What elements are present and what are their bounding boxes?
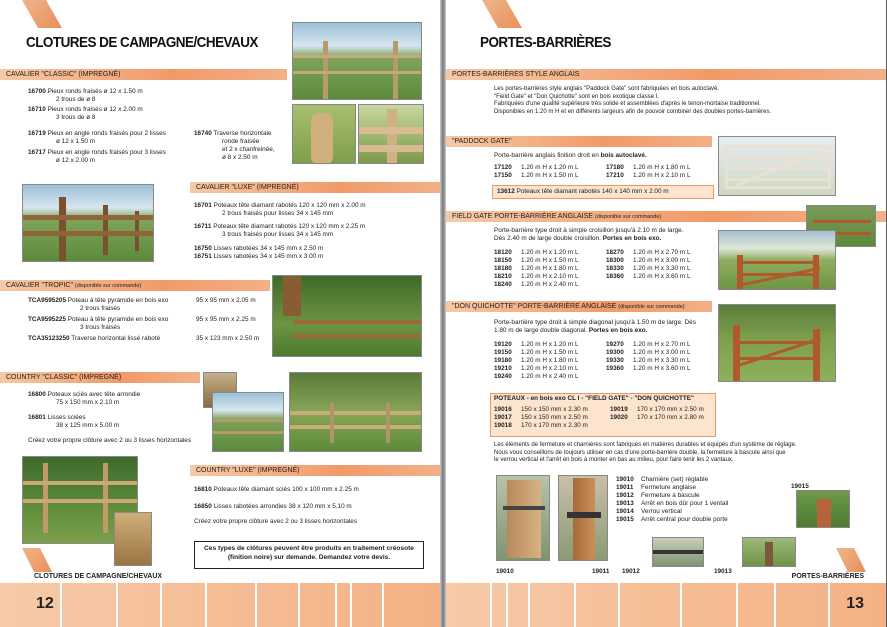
- wood-stop-photo: [742, 537, 796, 567]
- product-item: 16800 Poteaux sciés avec tête arrondie: [28, 391, 141, 398]
- creosote-notice: Ces types de clôtures peuvent être produits en traitement créosote (finition noire) sur demande. Demandez votre devis.: [194, 541, 424, 569]
- field-gate-item: 18240 1.20 m H x 2.40 m L: [494, 281, 579, 288]
- hinge-photo: [496, 475, 550, 561]
- corner-decoration: [22, 548, 52, 572]
- don-quichotte-item: 19240 1.20 m H x 2.40 m L: [494, 373, 579, 380]
- english-latch-photo: [558, 475, 608, 561]
- product-item: TCA35123250 Traverse horizontal lissé raboté: [28, 335, 161, 342]
- page-number: 13: [846, 595, 864, 612]
- product-item: 16701 Poteaux tête diamant rabotés 120 x 120 mm x 2.00 m: [194, 202, 366, 209]
- paddock-item: 17120 1.20 m H x 1.20 m L: [494, 164, 579, 171]
- section-header-field-gate: FIELD GATE PORTE-BARRIÈRE ANGLAISE (disponible sur commande): [446, 211, 886, 222]
- section-header-cavalier-tropic: CAVALIER "TROPIC" (disponible sur commande): [0, 280, 270, 291]
- don-quichotte-item: 19120 1.20 m H x 1.20 m L: [494, 341, 579, 348]
- don-quichotte-photo: [718, 304, 836, 382]
- product-detail: et 2 x chanfreinée,: [222, 146, 275, 153]
- product-dimension: 95 x 95 mm x 2.05 m: [196, 297, 256, 304]
- product-dimension: 35 x 123 mm x 2.50 m: [196, 335, 260, 342]
- fence-photo-tropic: [272, 275, 422, 357]
- product-item: 16801 Lisses sciées: [28, 414, 86, 421]
- corner-decoration: [22, 0, 62, 28]
- product-detail: 2 trous de ø 8: [56, 96, 96, 103]
- product-item: 16740 Traverse horizontale: [194, 130, 272, 137]
- fittings-intro: Les éléments de fermeture et charnières sont fabriqués en matières durables et équipés d'un système de réglage. Nous vous conseillons de toujours utiliser en cas d'une porte-barrière double, la fermeture à bascule ainsi que le verrou vertical et l'arrêt en bois à monter en bas au milieu, pour faire tenir les 2 vantaux.: [494, 442, 797, 463]
- page-title: CLOTURES DE CAMPAGNE/CHEVAUX: [26, 34, 258, 51]
- center-stop-photo: [796, 490, 850, 528]
- bascule-photo: [652, 537, 704, 567]
- field-gate-item: 18180 1.20 m H x 1.80 m L: [494, 265, 579, 272]
- section-header-paddock-gate: "PADDOCK GATE": [446, 136, 712, 147]
- product-detail: ronde fraisée: [222, 138, 260, 145]
- caption-19010: 19010: [496, 568, 514, 575]
- product-dimension: 95 x 95 mm x 2.25 m: [196, 316, 256, 323]
- footer-title: CLOTURES DE CAMPAGNE/CHEVAUX: [34, 573, 163, 580]
- product-detail: 3 trous de ø 8: [56, 114, 96, 121]
- poteaux-item: 19019 170 x 170 mm x 2.50 m: [610, 406, 704, 413]
- caption-19011: 19011: [592, 568, 610, 575]
- product-item: 16711 Poteaux tête diamant rabotés 120 x 120 mm x 2.25 m: [194, 223, 366, 230]
- page-footer: [0, 583, 440, 627]
- don-quichotte-item: 19360 1.20 m H x 3.60 m L: [606, 365, 691, 372]
- product-item: 16750 Lisses rabotées 34 x 145 mm x 2.50 m: [194, 245, 324, 252]
- fence-photo-country-a: [212, 392, 284, 452]
- paddock-item: 17180 1.20 m H x 1.80 m L: [606, 164, 691, 171]
- section-header-style-anglais: PORTES-BARRIÈRES STYLE ANGLAIS: [446, 69, 886, 80]
- post-closeup-photo: [114, 512, 152, 566]
- poteaux-item: 19020 170 x 170 mm x 2.80 m: [610, 414, 704, 421]
- field-gate-item: 18300 1.20 m H x 3.00 m L: [606, 257, 691, 264]
- paddock-intro: Porte-barrière anglais finition droit en bois autoclavé.: [494, 152, 647, 159]
- don-quichotte-item: 19300 1.20 m H x 3.00 m L: [606, 349, 691, 356]
- caption-19013: 19013: [714, 568, 732, 575]
- page-title: PORTES-BARRIÈRES: [480, 34, 611, 51]
- product-item: TCA9595225 Poteau à tête pyramide en bois exo: [28, 316, 169, 323]
- don-quichotte-item: 19150 1.20 m H x 1.50 m L: [494, 349, 579, 356]
- product-detail: ø 8 x 2.50 m: [222, 154, 258, 161]
- product-item: 16700 Pieux ronds fraisés ø 12 x 1.50 m: [28, 88, 143, 95]
- product-detail: ø 12 x 2.00 m: [56, 157, 96, 164]
- product-detail: 3 trous fraisés pour lisses 34 x 145 mm: [222, 231, 334, 238]
- field-gate-item: 18120 1.20 m H x 1.20 m L: [494, 249, 579, 256]
- don-quichotte-item: 19210 1.20 m H x 2.10 m L: [494, 365, 579, 372]
- poteaux-item: 19017 150 x 150 mm x 2.50 m: [494, 414, 588, 421]
- don-quichotte-intro: 1.80 m de large double diagonal. Portes en bois exo.: [494, 327, 648, 334]
- product-item: 16810 Poteaux tête diamant sciés 100 x 100 mm x 2.25 m: [194, 486, 359, 493]
- paddock-item: 17210 1.20 m H x 2.10 m L: [606, 172, 691, 179]
- field-gate-item: 18210 1.20 m H x 2.10 m L: [494, 273, 579, 280]
- product-item: 16717 Pieux en angle ronds fraisés pour 3 lisses: [28, 149, 166, 156]
- fence-photo-country-b: [289, 372, 422, 452]
- page-number: 12: [36, 595, 54, 612]
- product-detail: 2 trous fraisés: [80, 305, 121, 312]
- don-quichotte-item: 19270 1.20 m H x 2.70 m L: [606, 341, 691, 348]
- page-footer: [446, 583, 886, 627]
- rail-joint-photo: [358, 104, 424, 164]
- product-detail: 38 x 125 mm x 5.00 m: [56, 422, 120, 429]
- section-note: Créez votre propre clôture avec 2 ou 3 lisses horizontales: [194, 518, 358, 525]
- product-item: 16751 Lisses rabotées 34 x 145 mm x 3.00 m: [194, 253, 324, 260]
- paddock-post-note: 13612 Poteaux tête diamant rabotés 140 x 140 mm x 2.00 m: [492, 185, 714, 199]
- fence-photo-classic: [292, 22, 422, 100]
- product-item: 16719 Pieux en angle ronds fraisés pour 2 lisses: [28, 130, 166, 137]
- field-gate-item: 18330 1.20 m H x 3.30 m L: [606, 265, 691, 272]
- corner-decoration: [836, 548, 866, 572]
- don-quichotte-item: 19180 1.20 m H x 1.80 m L: [494, 357, 579, 364]
- section-header-don-quichotte: "DON QUICHOTTE" PORTE-BARRIÈRE ANGLAISE (disponible sur commande): [446, 301, 712, 312]
- section-header-country-classic: COUNTRY "CLASSIC" (IMPREGNÉ): [0, 372, 200, 383]
- section-header-cavalier-classic: CAVALIER "CLASSIC" (IMPREGNÉ): [0, 69, 287, 80]
- field-gate-intro: Porte-barrière type droit à simple croisillon jusqu'à 2.10 m de large.: [494, 227, 684, 234]
- field-gate-item: 18150 1.20 m H x 1.50 m L: [494, 257, 579, 264]
- section-header-country-luxe: COUNTRY "LUXE" (IMPREGNÉ): [190, 465, 440, 476]
- poteaux-header: POTEAUX - en bois exo CL I - "FIELD GATE" - "DON QUICHOTTE": [494, 395, 695, 402]
- product-detail: 2 trous fraisés pour lisses 34 x 145 mm: [222, 210, 334, 217]
- caption-19012: 19012: [622, 568, 640, 575]
- field-gate-intro: Dès 2.40 m de large double croisillon. Portes en bois exo.: [494, 235, 662, 242]
- section-note: Créez votre propre clôture avec 2 ou 3 lisses horizontales: [28, 437, 192, 444]
- section-header-cavalier-luxe: CAVALIER "LUXE" (IMPREGNÉ): [190, 182, 440, 193]
- poteaux-item: 19018 170 x 170 mm x 2.30 m: [494, 422, 588, 429]
- corner-decoration: [482, 0, 522, 28]
- field-gate-photo: [718, 230, 836, 290]
- product-detail: 3 trous fraisés: [80, 324, 121, 331]
- field-gate-item: 18270 1.20 m H x 2.70 m L: [606, 249, 691, 256]
- fittings-list: 19010 Charnière (set) réglable 19011 Fermeture anglaise 19012 Fermeture à bascule 19013 Arrêt en bois dûr pour 1 ventail 19014 Verrou vertical 19015 Arrêt central pour double porte: [616, 476, 729, 523]
- product-detail: ø 12 x 1.50 m: [56, 138, 96, 145]
- intro-text: Les portes-barrières style anglais "Paddock Gate" sont fabriquées en bois autoclavé. "Field Gate" et "Don Quichotte" sont en bois exotique classe I. Fabriquées d'une qualité supérieure très solide et assemblées d'après le tenon-mortaise traditionnel. Disponibles en 1.20 m H et en différents largeurs afin de pouvoir combiner des doubles portes-barrières.: [494, 86, 772, 115]
- footer-title: PORTES-BARRIÈRES: [791, 573, 864, 580]
- left-page: [0, 0, 440, 627]
- field-gate-item: 18360 1.20 m H x 3.60 m L: [606, 273, 691, 280]
- don-quichotte-intro: Porte-barrière type droit à simple diagonal jusqu'à 1.50 m de large. Dès: [494, 319, 696, 326]
- right-page: [446, 0, 886, 627]
- fence-photo-luxe: [22, 184, 154, 262]
- product-item: 16850 Lisses rabotées arrondies 38 x 120 mm x 5.10 m: [194, 503, 352, 510]
- product-item: 16710 Pieux ronds fraisés ø 12 x 2.00 m: [28, 106, 143, 113]
- poteaux-item: 19016 150 x 150 mm x 2.30 m: [494, 406, 588, 413]
- product-item: TCA9595205 Poteau à tête pyramide en bois exo: [28, 297, 169, 304]
- don-quichotte-item: 19330 1.20 m H x 3.30 m L: [606, 357, 691, 364]
- paddock-gate-photo: [718, 136, 836, 196]
- caption-19015: 19015: [791, 483, 809, 490]
- paddock-item: 17150 1.20 m H x 1.50 m L: [494, 172, 579, 179]
- product-detail: 75 x 150 mm x 2.10 m: [56, 399, 120, 406]
- round-post-photo: [292, 104, 356, 164]
